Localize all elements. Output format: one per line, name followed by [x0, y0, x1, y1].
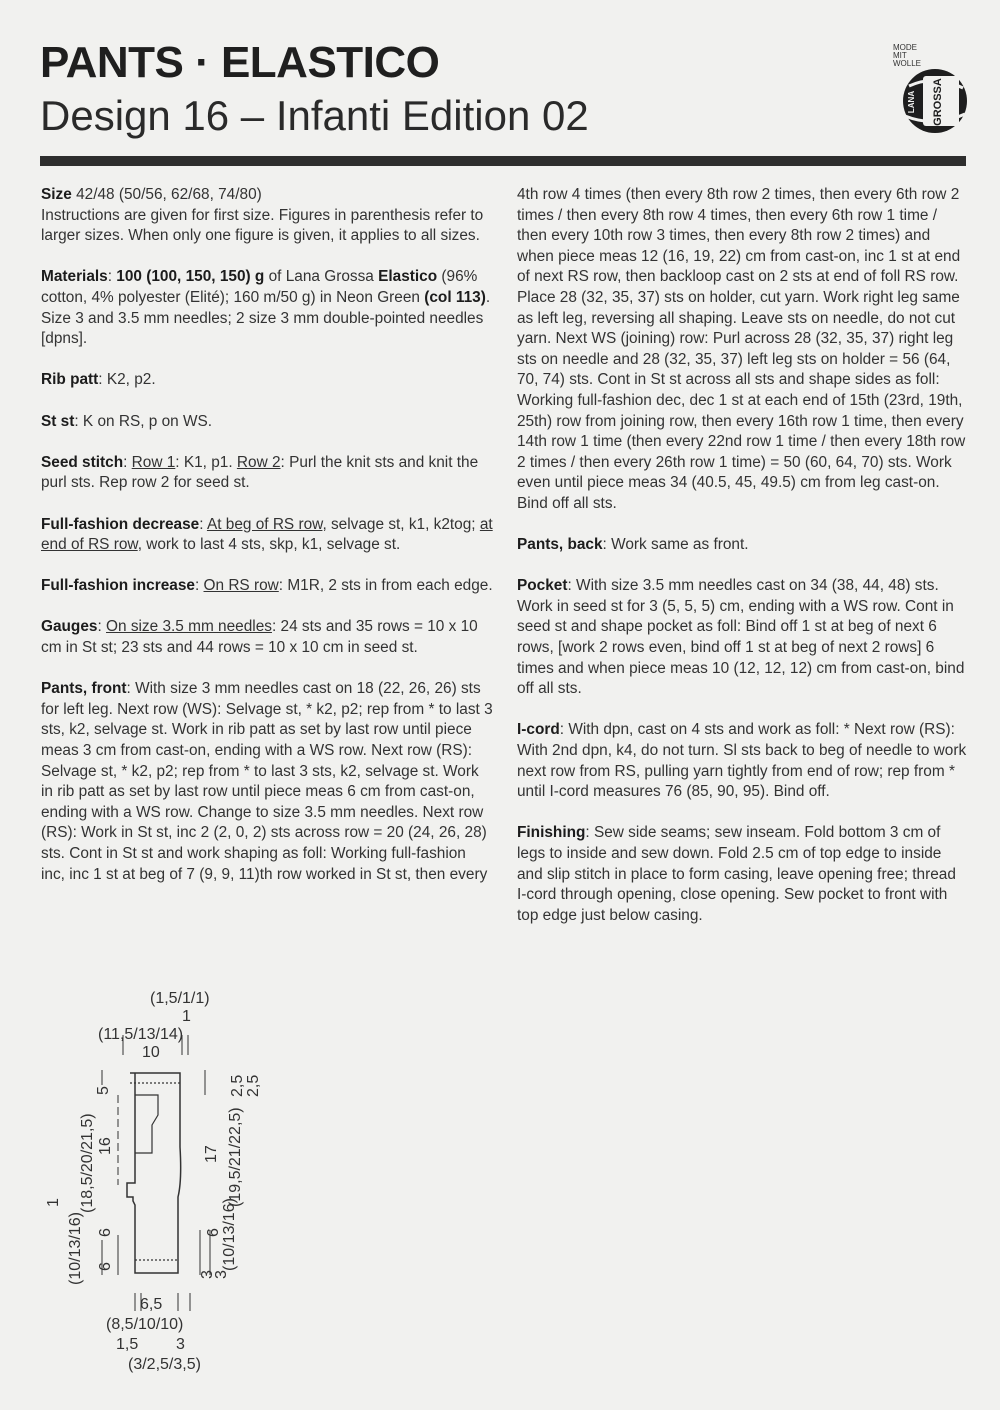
- header-rule: [40, 156, 966, 166]
- back-section: Pants, back: Work same as front.: [517, 536, 749, 554]
- dim-left-alt: (10/13/16): [67, 1212, 84, 1285]
- dim-left-leg: 16: [97, 1137, 114, 1155]
- dim-left-leg-alt: (18,5/20/21,5): [79, 1113, 96, 1213]
- icord-section: I-cord: With dpn, cast on 4 sts and work as foll: * Next row (RS): With 2nd dpn, k4, do not turn. Sl sts back to beg of needle to work next row from RS, pulling yarn tightly from end of row; rep from * until I-cord measures 76 (85, 90, 95). Bind off.: [517, 721, 967, 801]
- dim-right-3b: 3: [213, 1270, 230, 1279]
- dim-right-body-alt: (19,5/21/22,5): [227, 1107, 244, 1207]
- size-section: Size 42/48 (50/56, 62/68, 74/80) Instructions are given for first size. Figures in parenthesis refer to larger sizes. When only one figure is given, it applies to all sizes.: [41, 186, 484, 245]
- stst-section: St st: K on RS, p on WS.: [41, 412, 213, 430]
- dim-right-6-alt: (10/13/16): [221, 1198, 238, 1271]
- front-continued: 4th row 4 times (then every 8th row 2 times, then every 6th row 2 times / then every 8th row 4 times, then every 6th row 1 time / then every 10th row 3 times, then every 8th row 2 times) and when piece meas 12 (16, 19, 22) cm from cast-on, inc 1 st at end of next RS row, then backloop cast on 2 sts at end of foll RS row. Place 28 (32, 35, 37) sts on holder, cut yarn. Work right leg same as left leg, reversing all shaping. Leave sts on needle, do not cut yarn. Next WS (joining) row: Purl across 28 (32, 35, 37) right leg sts on needle and 28 (32, 35, 37) left leg sts on holder = 56 (64, 70, 74) sts. Cont in St st across all sts and shape sides as foll: Working full-fashion dec, dec 1 st at each end of 15th (23rd, 19th, 25th) row from joining row, then every 16th row 1 time, then every 14th row 1 time (then every 22nd row 1 time / then every 18th row 2 times / then every 26th row 1 time) = 50 (60, 64, 70) sts. Work even until piece meas 34 (40.5, 45, 49.5) cm from leg cast-on. Bind off all sts.: [517, 186, 966, 512]
- dim-right-3a: 3: [199, 1270, 216, 1279]
- dim-left-rib: 5: [95, 1086, 112, 1095]
- dim-left-a: 6: [97, 1228, 114, 1237]
- pants-schematic: [40, 975, 300, 1395]
- front-section: Pants, front: With size 3 mm needles cast on 18 (22, 26, 26) sts for left leg. Next row (WS): Selvage st, * k2, p2; rep from * to last 3 sts, k2, selvage st. Work in rib patt as set by last row until piece meas 3 cm from cast-on, ending with a WS row. Next row (RS): Selvage st, * k2, p2; rep from * to last 3 sts, k2, selvage st. Work in rib patt as set by last row until piece meas 6 cm from cast-on, ending with a WS row. Change to size 3.5 mm needles. Next row (RS): Work in St st, inc 2 (2, 0, 2) sts across row = 20 (24, 26, 28) sts. Cont in St st and work shaping as foll: Working full-fashion inc, inc 1 st at beg of 7 (9, 9, 11)th row worked in St st, then every: [41, 680, 493, 883]
- dim-right-casing2: 2,5: [245, 1074, 262, 1097]
- svg-text:GROSSA: GROSSA: [932, 78, 944, 126]
- rib-section: Rib patt: K2, p2.: [41, 371, 156, 389]
- ffdec-section: Full-fashion decrease: At beg of RS row, selvage st, k1, k2tog; at end of RS row, work to last 4 sts, skp, k1, selvage st.: [41, 515, 493, 554]
- dim-top-2: 1: [182, 1008, 191, 1025]
- left-column: [41, 185, 493, 906]
- materials-section: Materials: 100 (100, 150, 150) g of Lana Grossa Elastico (96% cotton, 4% polyester (Elité); 160 m/50 g) in Neon Green (col 113). Size 3 and 3.5 mm needles; 2 size 3 mm double-pointed needles [dpns].: [41, 268, 491, 348]
- page-subtitle: Design 16 – Infanti Edition 02: [40, 92, 589, 139]
- page-title: PANTS · ELASTICO: [40, 38, 440, 87]
- svg-text:LANA: LANA: [907, 90, 916, 114]
- right-column: [517, 185, 969, 947]
- seed-section: Seed stitch: Row 1: K1, p1. Row 2: Purl the knit sts and knit the purl sts. Rep row 2 for seed st.: [41, 453, 479, 492]
- dim-bottom-4: 3: [176, 1336, 185, 1353]
- dim-bottom-3: 1,5: [116, 1336, 139, 1353]
- dim-bottom-5: (3/2,5/3,5): [128, 1356, 201, 1373]
- gauge-section: Gauges: On size 3.5 mm needles: 24 sts and 35 rows = 10 x 10 cm in St st; 23 sts and 44 rows = 10 x 10 cm in seed st.: [41, 618, 478, 657]
- finishing-section: Finishing: Sew side seams; sew inseam. Fold bottom 3 cm of legs to inside and sew down. Fold 2.5 cm of top edge to inside and slip stitch in place to form casing, leave opening free; thread I-cord through opening, close opening. Sew pocket to front with top edge just below casing.: [517, 824, 956, 924]
- dim-right-body: 17: [203, 1145, 220, 1163]
- lana-grossa-logo: [893, 44, 973, 139]
- dim-top-3: (11,5/13/14): [98, 1026, 184, 1043]
- dim-right-6: 6: [205, 1228, 222, 1237]
- ffinc-section: Full-fashion increase: On RS row: M1R, 2 sts in from each edge.: [41, 577, 493, 595]
- dim-right-casing1: 2,5: [229, 1074, 246, 1097]
- dim-top-1: (1,5/1/1): [150, 990, 210, 1007]
- pocket-outline: [135, 1095, 158, 1153]
- dim-left-1: 1: [45, 1198, 62, 1207]
- dim-top-4: 10: [142, 1044, 160, 1061]
- yarn-ball-icon: [899, 66, 969, 136]
- logo-tagline: MODE MIT WOLLE: [893, 43, 922, 68]
- pants-outline: [127, 1073, 181, 1273]
- dim-left-b: 6: [97, 1262, 114, 1271]
- dim-bottom-1: 6,5: [140, 1296, 163, 1313]
- pocket-section: Pocket: With size 3.5 mm needles cast on 34 (38, 44, 48) sts. Work in seed st for 3 (5, 5, 5) cm, ending with a WS row. Cont in seed st and shape pocket as foll: Bind off 1 st at beg of next 6 rows, [work 2 rows even, bind off 1 st at beg of next 2 rows] 6 times and when piece meas 10 (12, 12, 12) cm from cast-on, bind off all sts.: [517, 577, 965, 698]
- dim-bottom-2: (8,5/10/10): [106, 1316, 184, 1333]
